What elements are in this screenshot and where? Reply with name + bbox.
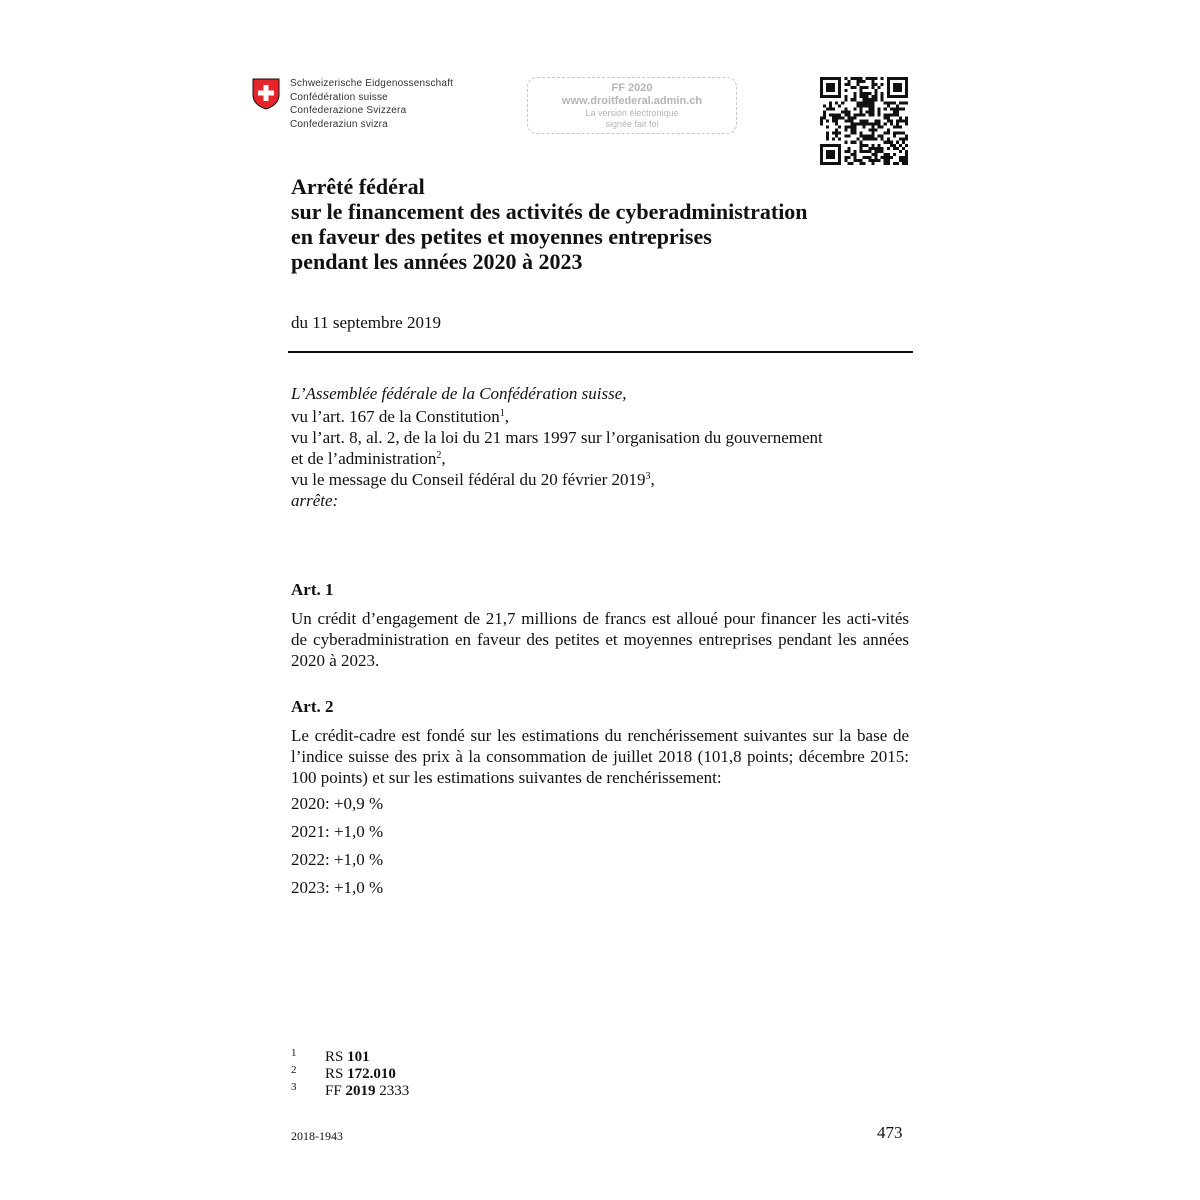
org-line-it: Confederazione Svizzera	[290, 105, 407, 116]
org-line-fr: Confédération suisse	[290, 91, 388, 103]
title-line: Arrêté fédéral	[291, 174, 425, 199]
federal-administration-names	[290, 77, 453, 131]
footnote: 2 RS 172.010	[291, 1064, 396, 1082]
preamble-decree: arrête:	[291, 491, 339, 510]
preamble	[291, 383, 911, 511]
inflation-rate-2021: 2021: +1,0 %	[291, 822, 384, 841]
preamble-constitution: vu l’art. 167 de la Constitution$^1$,	[291, 407, 509, 426]
divider	[288, 351, 913, 353]
footnote: 3 FF 2019 2333	[291, 1081, 410, 1099]
preamble-assembly: L’Assemblée fédérale de la Confédération suisse,	[291, 384, 627, 403]
footnote-ref-3[interactable]: 3	[645, 471, 651, 482]
title-line: sur le financement des activités de cyberadministration	[291, 199, 808, 224]
inflation-rate-2020: 2020: +0,9 %	[291, 794, 384, 813]
page-number: 473	[877, 1123, 903, 1142]
inflation-rate-2022: 2022: +1,0 %	[291, 850, 384, 869]
preamble-message: vu le message du Conseil fédéral du 20 février 2019$^3$,	[291, 470, 655, 489]
article-2-heading: Art. 2	[291, 697, 334, 716]
org-line-de: Schweizerische Eidgenossenschaft	[290, 78, 454, 89]
title-line: en faveur des petites et moyennes entreprises	[291, 224, 712, 249]
article-1-heading: Art. 1	[291, 580, 334, 599]
stamp-note-2: signée fait foi	[605, 119, 659, 129]
stamp-website[interactable]: www.droitfederal.admin.ch	[561, 95, 703, 107]
document-title	[291, 174, 808, 274]
title-line: pendant les années 2020 à 2023	[291, 249, 583, 274]
preamble-law-line-cont: et de l’administration$^2$,	[291, 449, 446, 468]
footnote-ref-2[interactable]: 2	[436, 450, 442, 461]
stamp-publication: FF 2020	[611, 82, 653, 94]
preamble-law-line: vu l’art. 8, al. 2, de la loi du 21 mars 1997 sur l’organisation du gouvernement	[291, 428, 823, 447]
decree-date: du 11 septembre 2019	[291, 313, 441, 332]
footnote-ref-1[interactable]: 1	[499, 408, 505, 419]
inflation-rate-2023: 2023: +1,0 %	[291, 878, 384, 897]
document-reference: 2018-1943	[291, 1129, 343, 1143]
stamp-note-1: La version électronique	[585, 108, 679, 118]
qr-code-icon	[820, 77, 908, 165]
article-2-text: Le crédit-cadre est fondé sur les estimations du renchérissement suivantes sur la base de l’indice suisse des prix à la consommation de juillet 2018 (101,8 points; décembre 2015: 100 points) et sur les estimations suivantes de renchérissement:	[291, 726, 909, 787]
swiss-coat-of-arms-icon	[252, 78, 280, 110]
footnote: 1 RS 101	[291, 1047, 370, 1065]
org-line-rm: Confederaziun svizra	[290, 118, 388, 130]
electronic-version-stamp	[527, 77, 737, 134]
article-1-text: Un crédit d’engagement de 21,7 millions de francs est alloué pour financer les acti-vités de cyberadministration en faveur des petites et moyennes entreprises pendant les années 2020 à 2023.	[291, 609, 909, 670]
